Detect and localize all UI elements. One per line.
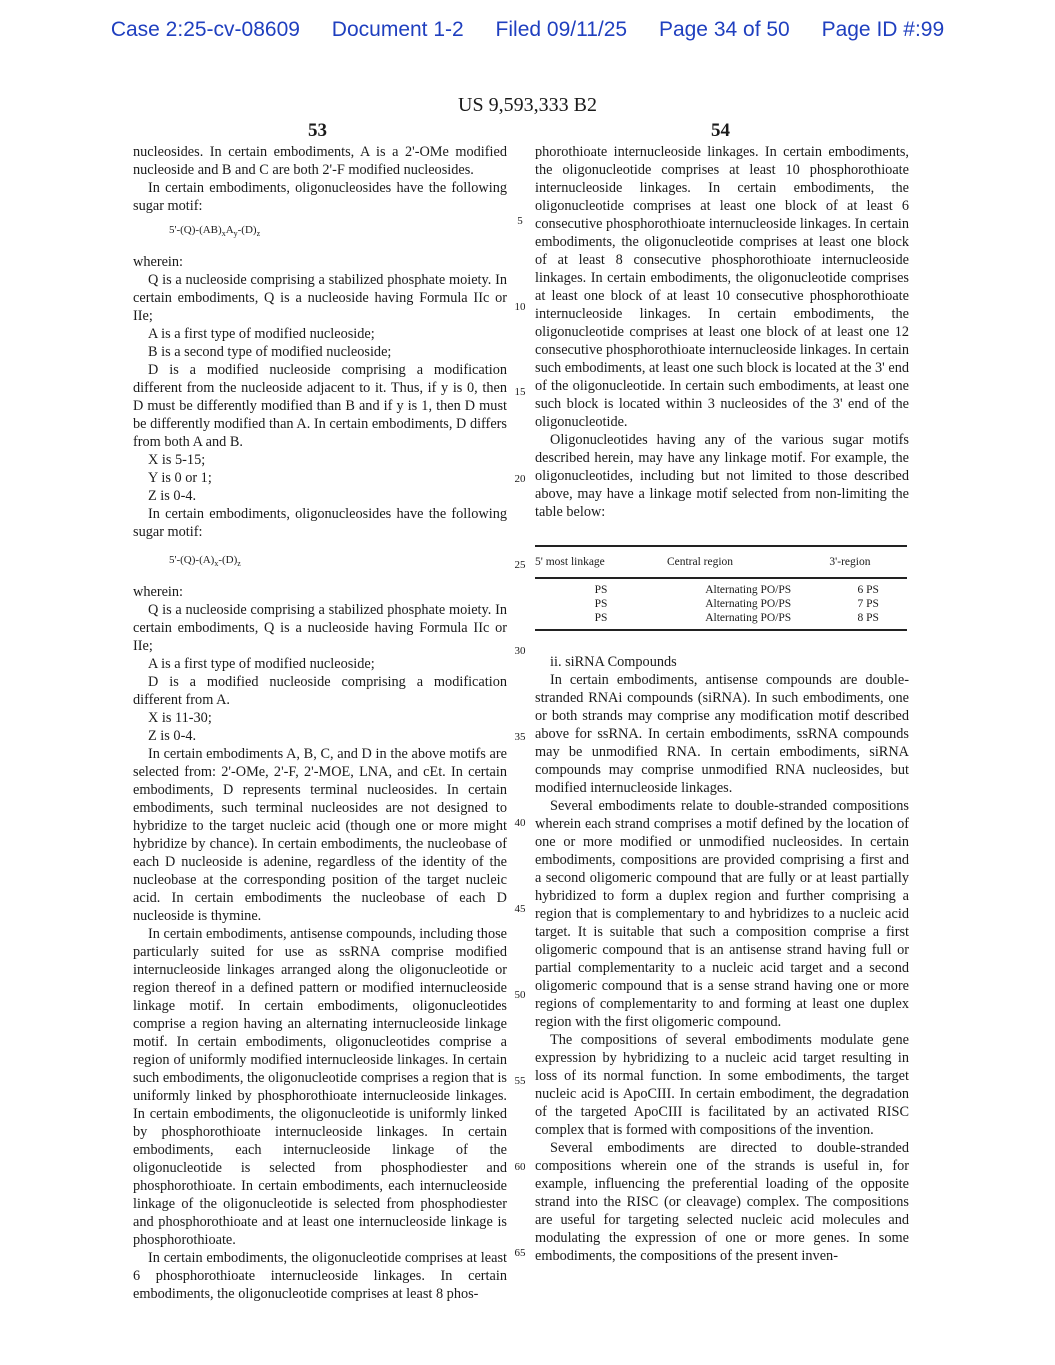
court-filing-header [0, 18, 1055, 42]
line-number: 35 [514, 731, 526, 743]
left-column [133, 143, 507, 1303]
right-column [535, 143, 909, 1265]
definition: D is a modified nucleoside comprising a modification different from A. [133, 674, 507, 709]
table-row [535, 611, 907, 630]
definition: D is a modified nucleoside comprising a modification different from the nucleoside adjacent to it. Thus, if y is 0, then D must be differently modified than B and if y is 1, then D must be differently modified than A. In certain embodiments, D differs from both A and B. [133, 362, 507, 451]
paragraph: In certain embodiments, oligonucleosides have the following sugar motif: [133, 506, 507, 541]
definition: X is 5-15; [148, 452, 206, 469]
definition: X is 11-30; [148, 710, 212, 727]
linkage-motif-table [535, 545, 907, 631]
table-header: Central region [667, 546, 829, 578]
paragraph: Oligonucleotides having any of the various sugar motifs described herein, may have any linkage motif. For example, the oligonucleotides, including but not limited to those described above, may have a linkage motif selected from non-limiting the table below: [535, 432, 909, 520]
paragraph: phorothioate internucleoside linkages. In certain embodiments, the oligonucleotide comprises at least 10 phosphorothioate internucleoside linkages. In certain embodiments, the oligonucleotide comprises at least one block of at least 6 consecutive phosphorothioate internucleoside linkages. In certain embodiments, the oligonucleotide comprises at least one block of at least 8 consecutive phosphorothioate internucleoside linkages. In certain embodiments, the oligonucleotide comprises at least one block of at least 10 consecutive phosphorothioate internucleoside linkages. In certain embodiments, the oligonucleotide comprises at least one block of at least one 12 consecutive phosphorothioate internucleoside linkages. In certain such embodiments, at least one such block is located at the 3' end of the oligonucleotide. In certain such embodiments, at least one such block is located within 3 nucleosides of the 3' end of the oligonucleotide. [535, 144, 909, 430]
table-header: 3'-region [829, 546, 907, 578]
definition: A is a first type of modified nucleoside; [148, 326, 375, 343]
line-number: 15 [514, 386, 526, 398]
table-header-row [535, 546, 907, 578]
table-cell: 6 PS [857, 584, 879, 596]
left-column-number: 53 [308, 120, 327, 141]
definition: B is a second type of modified nucleoside; [148, 344, 392, 361]
table-cell: PS [594, 598, 608, 610]
line-number: 55 [514, 1075, 526, 1087]
table-cell: PS [594, 584, 608, 596]
line-number: 65 [514, 1247, 526, 1259]
paragraph: In certain embodiments A, B, C, and D in the above motifs are selected from: 2'-OMe, 2'-F, 2'-MOE, LNA, and cEt. In certain embodiments, D represents terminal nucleosides. In certain embodiments, such terminal nucleosides are not designed to hybridize to the target nucleic acid (though one or more might hybridize by chance). In certain embodiments, the nucleobase of each D nucleoside is adenine, regardless of the identity of the nucleobase at the corresponding position of the target nucleic acid. In certain embodiments the nucleobase of each D nucleoside is thymine. [133, 746, 507, 925]
table-row [535, 578, 907, 597]
case-number: Case 2:25-cv-08609 [110, 18, 300, 41]
definition: Q is a nucleoside comprising a stabilized phosphate moiety. In certain embodiments, Q is a nucleoside having Formula IIc or IIe; [133, 602, 507, 655]
table-cell: Alternating PO/PS [667, 611, 829, 630]
page-id: Page ID #:99 [821, 18, 945, 41]
paragraph: Several embodiments are directed to double-stranded compositions wherein one of the strands is useful in, for example, influencing the preferential loading of the opposite strand into the RISC (or cleavage) complex. The compositions are useful for targeting selected nucleic acid molecules and modulating the expression of one or more genes. In some embodiments, the compositions of the present inven- [535, 1140, 909, 1264]
line-number: 20 [514, 473, 526, 485]
sugar-motif-formula-2: $5'-(Q)-(A)_x-(D)_z$ [169, 554, 241, 569]
paragraph: In certain embodiments, antisense compounds are double-stranded RNAi compounds (siRNA). In such embodiments, one or both strands may comprise any modification motif described above for ssRNA. In certain embodiments, ssRNA compounds may be unmodified RNA. In certain embodiments, siRNA compounds may comprise unmodified RNA nucleosides, but modified internucleoside linkages. [535, 672, 909, 796]
definition: A is a first type of modified nucleoside; [148, 656, 375, 673]
line-number: 45 [514, 903, 526, 915]
paragraph: In certain embodiments, oligonucleosides have the following sugar motif: [133, 180, 507, 214]
sugar-motif-formula-1: $5'-(Q)-(AB)_xA_y-(D)_z$ [169, 224, 261, 239]
paragraph: nucleosides. In certain embodiments, A is a 2'-OMe modified nucleoside and B and C are both 2'-F modified nucleosides. [133, 144, 507, 178]
paragraph: The compositions of several embodiments modulate gene expression by hybridizing to a nucleic acid target resulting in loss of its normal function. In some embodiments, the target nucleic acid is ApoCIII. In certain embodiment, the degradation of the targeted ApoCIII is facilitated by an activated RISC complex that is formed with compositions of the invention. [535, 1032, 909, 1138]
paragraph: In certain embodiments, the oligonucleotide comprises at least 6 phosphorothioate internucleoside linkages. In certain embodiments, the oligonucleotide comprises at least 8 phos- [133, 1250, 507, 1303]
table-cell: Alternating PO/PS [705, 584, 792, 596]
definition: Q is a nucleoside comprising a stabilized phosphate moiety. In certain embodiments, Q is a nucleoside having Formula IIc or IIe; [133, 272, 507, 325]
section-heading: ii. siRNA Compounds [550, 654, 677, 670]
document-number: Document 1-2 [331, 18, 464, 41]
paragraph: Several embodiments relate to double-stranded compositions wherein each strand comprises a motif defined by the location of one or more modified or unmodified nucleosides. In certain embodiments, compositions are provided comprising a first and a second oligomeric compound that are fully or at least partially hybridized to form a duplex region and further comprising a region that is complementary to and hybridizes to a nucleic acid target. It is suitable that such a composition comprise a first oligomeric compound that is an antisense strand having full or partial complementarity to a nucleic acid target and a second oligomeric compound that is a sense strand having one or more regions of complementarity to and forming at least one duplex region with the first oligomeric compound. [535, 798, 909, 1030]
line-number: 50 [514, 989, 526, 1001]
line-number: 30 [514, 645, 526, 657]
definition: Y is 0 or 1; [148, 470, 212, 487]
line-number: 60 [514, 1161, 526, 1173]
line-number: 25 [514, 559, 526, 571]
definition: Z is 0-4. [148, 728, 197, 745]
wherein-label: wherein: [133, 254, 184, 271]
table-cell: 7 PS [857, 598, 879, 610]
line-number: 10 [514, 301, 526, 313]
page-count: Page 34 of 50 [658, 18, 790, 41]
table-cell: Alternating PO/PS [705, 598, 792, 610]
table-cell: 8 PS [829, 611, 907, 630]
paragraph: In certain embodiments, antisense compounds, including those particularly suited for use as ssRNA comprise modified internucleoside linkages arranged along the oligonucleotide or region thereof in a defined pattern or modified internucleoside linkage motif. In certain embodiments, oligonucleotides comprise a region having an alternating internucleoside linkage motif. In certain embodiments, oligonucleotides comprise a region of uniformly modified internucleoside linkages. In certain such embodiments, the oligonucleotide comprises a region that is uniformly linked by phosphorothioate internucleoside linkages. In certain embodiments, the oligonucleotide is uniformly linked by phosphorothioate internucleoside linkages. In certain embodiments, each internucleoside linkage of the oligonucleotide is selected from phosphodiester and phosphorothioate. In certain embodiments, each internucleoside linkage of the oligonucleotide is selected from phosphodiester and phosphorothioate and at least one internucleoside linkage is phosphorothioate. [133, 926, 507, 1249]
filed-date: Filed 09/11/25 [495, 18, 628, 41]
table-row [535, 597, 907, 611]
line-number: 40 [514, 817, 526, 829]
wherein-label: wherein: [133, 584, 184, 601]
right-column-number: 54 [711, 120, 730, 141]
table-cell: PS [535, 611, 667, 630]
line-number: 5 [517, 215, 523, 227]
definition: Z is 0-4. [148, 488, 197, 505]
patent-number: US 9,593,333 B2 [458, 94, 597, 116]
table-header: 5' most linkage [535, 546, 667, 578]
